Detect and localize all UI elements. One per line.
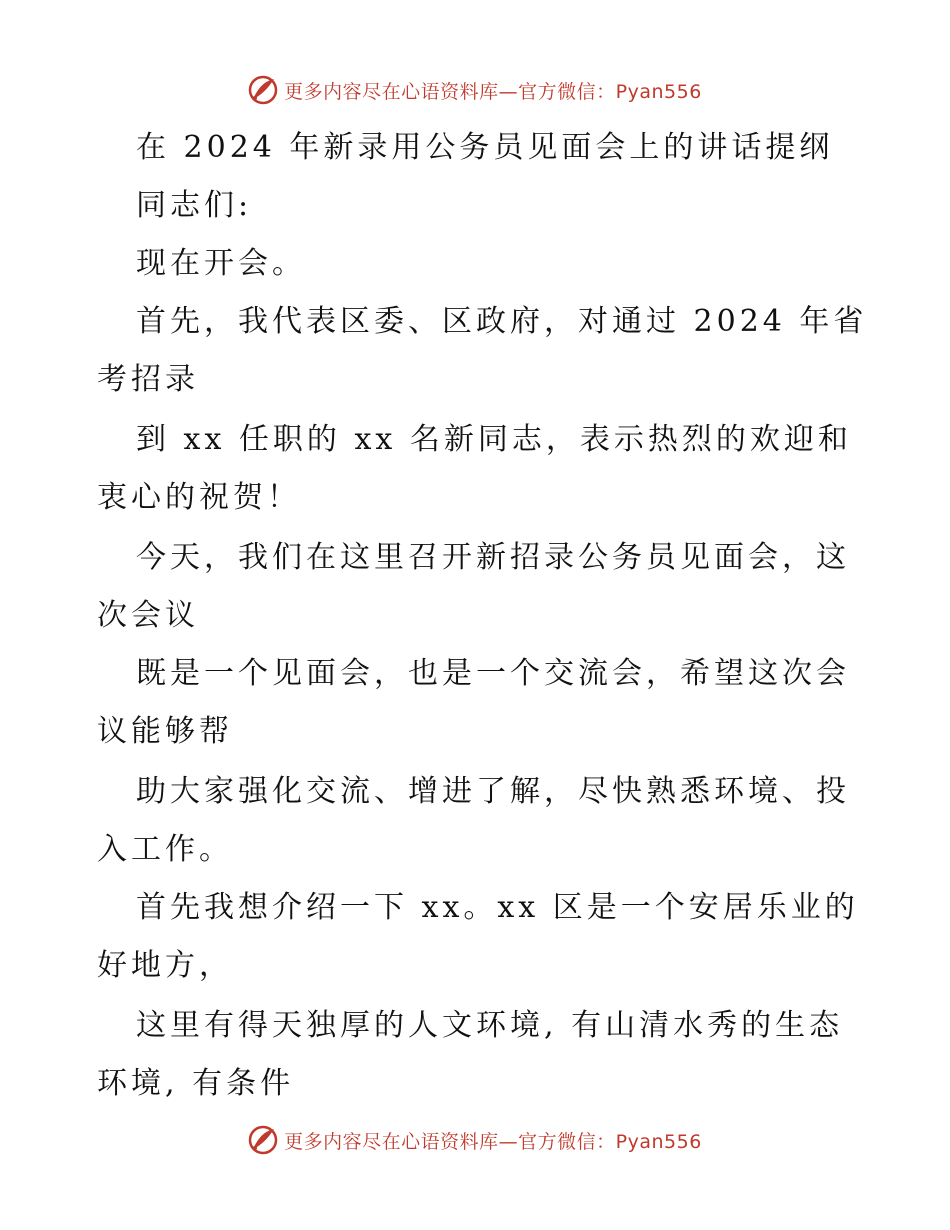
quill-pen-logo-icon (248, 1125, 278, 1155)
paragraph-line: 入工作。 (97, 832, 233, 867)
paragraph-line: 今天，我们在这里召开新招录公务员见面会，这 (136, 540, 850, 575)
footer-banner-text: 更多内容尽在心语资料库—官方微信：Pyan556 (284, 1130, 702, 1153)
header-wechat-id: Pyan556 (615, 80, 702, 103)
paragraph-line: 助大家强化交流、增进了解，尽快熟悉环境、投 (136, 774, 850, 809)
paragraph-line: 这里有得天独厚的人文环境, 有山清水秀的生态 (136, 1008, 844, 1043)
paragraph-line: 考招录 (97, 362, 199, 397)
paragraph-line: 环境, 有条件 (97, 1066, 295, 1101)
header-banner (0, 70, 950, 110)
document-title: 在 2024 年新录用公务员见面会上的讲话提纲 (136, 130, 834, 165)
paragraph-line: 衷心的祝贺！ (97, 480, 301, 515)
paragraph-line: 首先，我代表区委、区政府，对通过 2024 年省 (136, 304, 868, 339)
paragraph-line: 现在开会。 (136, 246, 306, 281)
paragraph-line: 次会议 (97, 598, 199, 633)
footer-wechat-id: Pyan556 (615, 1130, 702, 1153)
paragraph-line: 同志们: (136, 188, 253, 223)
header-banner-text: 更多内容尽在心语资料库—官方微信：Pyan556 (284, 80, 702, 103)
paragraph-line: 好地方， (97, 948, 233, 983)
paragraph-line: 首先我想介绍一下 xx。xx 区是一个安居乐业的 (136, 890, 859, 925)
paragraph-line: 既是一个见面会，也是一个交流会，希望这次会 (136, 656, 850, 691)
paragraph-line: 到 xx 任职的 xx 名新同志，表示热烈的欢迎和 (136, 422, 852, 457)
quill-pen-logo-icon (248, 75, 278, 105)
paragraph-line: 议能够帮 (97, 714, 233, 749)
footer-banner (0, 1120, 950, 1160)
